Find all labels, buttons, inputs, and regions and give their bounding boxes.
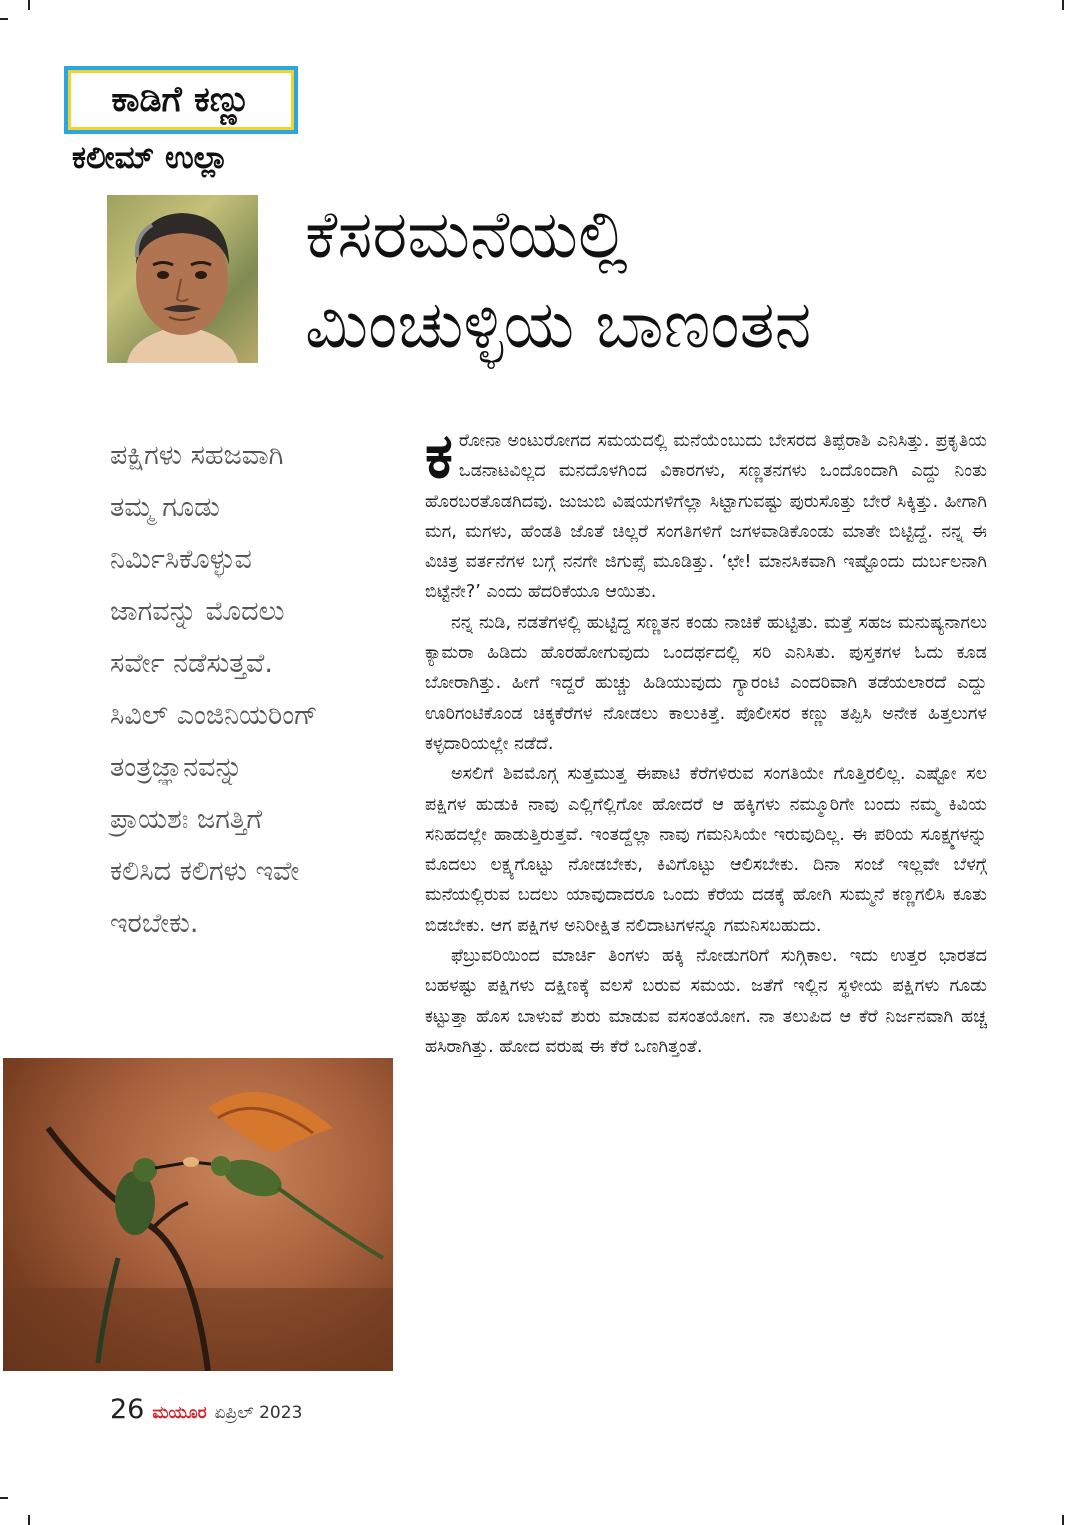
pull-quote-line: ಸಿವಿಲ್ ಎಂಜಿನಿಯರಿಂಗ್ [110,700,318,731]
pull-quote [110,430,400,950]
article-paragraph: ನನ್ನ ನುಡಿ, ನಡತೆಗಳಲ್ಲಿ ಹುಟ್ಟಿದ್ದ ಸಣ್ಣತನ ಕಂಡು ನಾಚಿಕೆ ಹುಟ್ಟಿತು. ಮತ್ತೆ ಸಹಜ ಮನುಷ್ಯನಾಗಲು ಕ್ಯಾಮರಾ ಹಿಡಿದು ಹೊರಹೋಗುವುದು ಒಂದರ್ಥದಲ್ಲಿ ಸರಿ ಎನಿಸಿತು. ಪುಸ್ತಕಗಳ ಓದು ಕೂಡ ಬೋರಾಗಿತ್ತು. ಹೀಗೆ ಇದ್ದರೆ ಹುಚ್ಚು ಹಿಡಿಯುವುದು ಗ್ಯಾರಂಟಿ ಎಂದರಿವಾಗಿ ತಡೆಯಲಾರದೆ ಎದ್ದು ಊರಿಗಂಟಿಕೊಂಡ ಚಿಕ್ಕಕೆರೆಗಳ ನೋಡಲು ಕಾಲುಕಿತ್ತೆ. ಪೊಲೀಸರ ಕಣ್ಣು ತಪ್ಪಿಸಿ ಅನೇಕ ಹಿತ್ತಲುಗಳ ಕಳ್ಳದಾರಿಯಲ್ಲೇ ನಡೆದೆ. [425,612,987,754]
page-number: 26 [110,1394,145,1425]
headline-line-2: ಮಿಂಚುಳ್ಳಿಯ ಬಾಣಂತನ [305,286,812,363]
bee-eater-illustration [3,1058,393,1371]
article-paragraph: ಅಸಲಿಗೆ ಶಿವಮೊಗ್ಗ ಸುತ್ತಮುತ್ತ ಈಪಾಟಿ ಕೆರೆಗಳಿರುವ ಸಂಗತಿಯೇ ಗೊತ್ತಿರಲಿಲ್ಲ. ಎಷ್ಟೋ ಸಲ ಪಕ್ಷಿಗಳ ಹುಡುಕಿ ನಾವು ಎಲ್ಲಿಗೆಲ್ಲಿಗೋ ಹೋದರೆ ಆ ಹಕ್ಕಿಗಳು ನಮ್ಮೂರಿಗೇ ಬಂದು ನಮ್ಮ ಕಿವಿಯ ಸನಿಹದಲ್ಲೇ ಹಾಡುತ್ತಿರುತ್ತವೆ. ಇಂತದ್ದೆಲ್ಲಾ ನಾವು ಗಮನಿಸಿಯೇ ಇರುವುದಿಲ್ಲ. ಈ ಪರಿಯ ಸೂಕ್ಷ್ಮಗಳನ್ನು ಮೊದಲು ಲಕ್ಷ್ಯಗೊಟ್ಟು ನೋಡಬೇಕು, ಕಿವಿಗೊಟ್ಟು ಆಲಿಸಬೇಕು. ದಿನಾ ಸಂಜೆ ಇಲ್ಲವೇ ಬೆಳಗ್ಗೆ ಮನೆಯಲ್ಲಿರುವ ಬದಲು ಯಾವುದಾದರೂ ಒಂದು ಕೆರೆಯ ದಡಕ್ಕೆ ಹೋಗಿ ಸುಮ್ಮನೆ ಕಣ್ಣಗಲಿಸಿ ಕೂತು ಬಿಡಬೇಕು. ಆಗ ಪಕ್ಷಿಗಳ ಅನಿರೀಕ್ಷಿತ ನಲಿದಾಟಗಳನ್ನೂ ಗಮನಿಸಬಹುದು. [425,764,987,936]
pull-quote-line: ಕಲಿಸಿದ ಕಲಿಗಳು ಇವೇ [110,856,300,887]
author-name: ಕಲೀಮ್ ಉಲ್ಲಾ [72,140,229,176]
pull-quote-line: ಜಾಗವನ್ನು ಮೊದಲು [110,596,285,627]
bee-eater-photo [3,1058,393,1371]
pull-quote-line: ಇರಬೇಕು. [110,908,199,939]
article-body [425,419,987,1062]
crop-mark [0,1497,8,1499]
author-portrait-illustration [107,195,258,363]
author-photo [107,195,258,363]
pull-quote-line: ಪ್ರಾಯಶಃ ಜಗತ್ತಿಗೆ [110,804,263,835]
article-paragraph-text: ರೋನಾ ಅಂಟುರೋಗದ ಸಮಯದಲ್ಲಿ ಮನೆಯೆಂಬುದು ಬೇಸರದ ತಿಪ್ಪೆರಾಶಿ ಎನಿಸಿತ್ತು. ಪ್ರಕೃತಿಯ ಒಡನಾಟವಿಲ್ಲದ ಮನದೊಳಗಿಂದ ವಿಕಾರಗಳು, ಸಣ್ಣತನಗಳು ಒಂದೊಂದಾಗಿ ಎದ್ದು ನಿಂತು ಹೊರಬರತೊಡಗಿದವು. ಜುಜುಬಿ ವಿಷಯಗಳಿಗೆಲ್ಲಾ ಸಿಟ್ಟಾಗುವಷ್ಟು ಪುರುಸೊತ್ತು ಬೇರೆ ಸಿಕ್ಕಿತ್ತು. ಹೀಗಾಗಿ ಮಗ, ಮಗಳು, ಹೆಂಡತಿ ಜೊತೆ ಚಿಲ್ಲರೆ ಸಂಗತಿಗಳಿಗೆ ಜಗಳವಾಡಿಕೊಂಡು ಮಾತೇ ಬಿಟ್ಟಿದ್ದೆ. ನನ್ನ ಈ ವಿಚಿತ್ರ ವರ್ತನೆಗಳ ಬಗ್ಗೆ ನನಗೇ ಜಿಗುಪ್ಸೆ ಮೂಡಿತ್ತು. ‘ಛೇ! ಮಾನಸಿಕವಾಗಿ ಇಷ್ಟೊಂದು ದುರ್ಬಲನಾಗಿ ಬಿಟ್ಟೆನೇ?’ ಎಂದು ಹೆದರಿಕೆಯೂ ಆಯಿತು. [425,431,987,603]
page-footer [110,1394,302,1428]
pull-quote-line: ತಂತ್ರಜ್ಞಾನವನ್ನು [110,752,243,783]
pull-quote-line: ಪಕ್ಷಿಗಳು ಸಹಜವಾಗಿ [110,440,284,471]
crop-mark [1062,0,1064,10]
headline [305,190,1045,370]
pull-quote-line: ತಮ್ಮ ಗೂಡು [110,492,220,523]
magazine-name: ಮಯೂರ [152,1403,207,1423]
crop-mark [28,0,30,10]
crop-mark [0,18,8,20]
column-logo: ಕಾಡಿಗೆ ಕಣ್ಣು [64,66,298,134]
issue-date: ಏಪ್ರಿಲ್ 2023 [214,1403,303,1423]
article-paragraph [425,419,987,608]
pull-quote-line: ಸರ್ವೇ ನಡೆಸುತ್ತವೆ. [110,648,273,679]
crop-mark [28,1515,30,1525]
drop-cap: ಕ [425,419,453,492]
headline-line-1: ಕೆಸರಮನೆಯಲ್ಲಿ [305,196,628,273]
crop-mark [1062,1515,1064,1525]
article-paragraph: ಫೆಬ್ರುವರಿಯಿಂದ ಮಾರ್ಚಿ ತಿಂಗಳು ಹಕ್ಕಿ ನೋಡುಗರಿಗೆ ಸುಗ್ಗಿಕಾಲ. ಇದು ಉತ್ತರ ಭಾರತದ ಬಹಳಷ್ಟು ಪಕ್ಷಿಗಳು ದಕ್ಷಿಣಕ್ಕೆ ವಲಸೆ ಬರುವ ಸಮಯ. ಜತೆಗೆ ಇಲ್ಲಿನ ಸ್ಥಳೀಯ ಪಕ್ಷಿಗಳು ಗೂಡು ಕಟ್ಟುತ್ತಾ ಹೊಸ ಬಾಳುವೆ ಶುರು ಮಾಡುವ ವಸಂತಯೋಗ. ನಾ ತಲುಪಿದ ಆ ಕೆರೆ ನಿರ್ಜನವಾಗಿ ಹಚ್ಚ ಹಸಿರಾಗಿತ್ತು. ಹೋದ ವರುಷ ಈ ಕೆರೆ ಒಣಗಿತ್ತಂತೆ. [425,946,987,1057]
pull-quote-line: ನಿರ್ಮಿಸಿಕೊಳ್ಳುವ [110,544,252,575]
